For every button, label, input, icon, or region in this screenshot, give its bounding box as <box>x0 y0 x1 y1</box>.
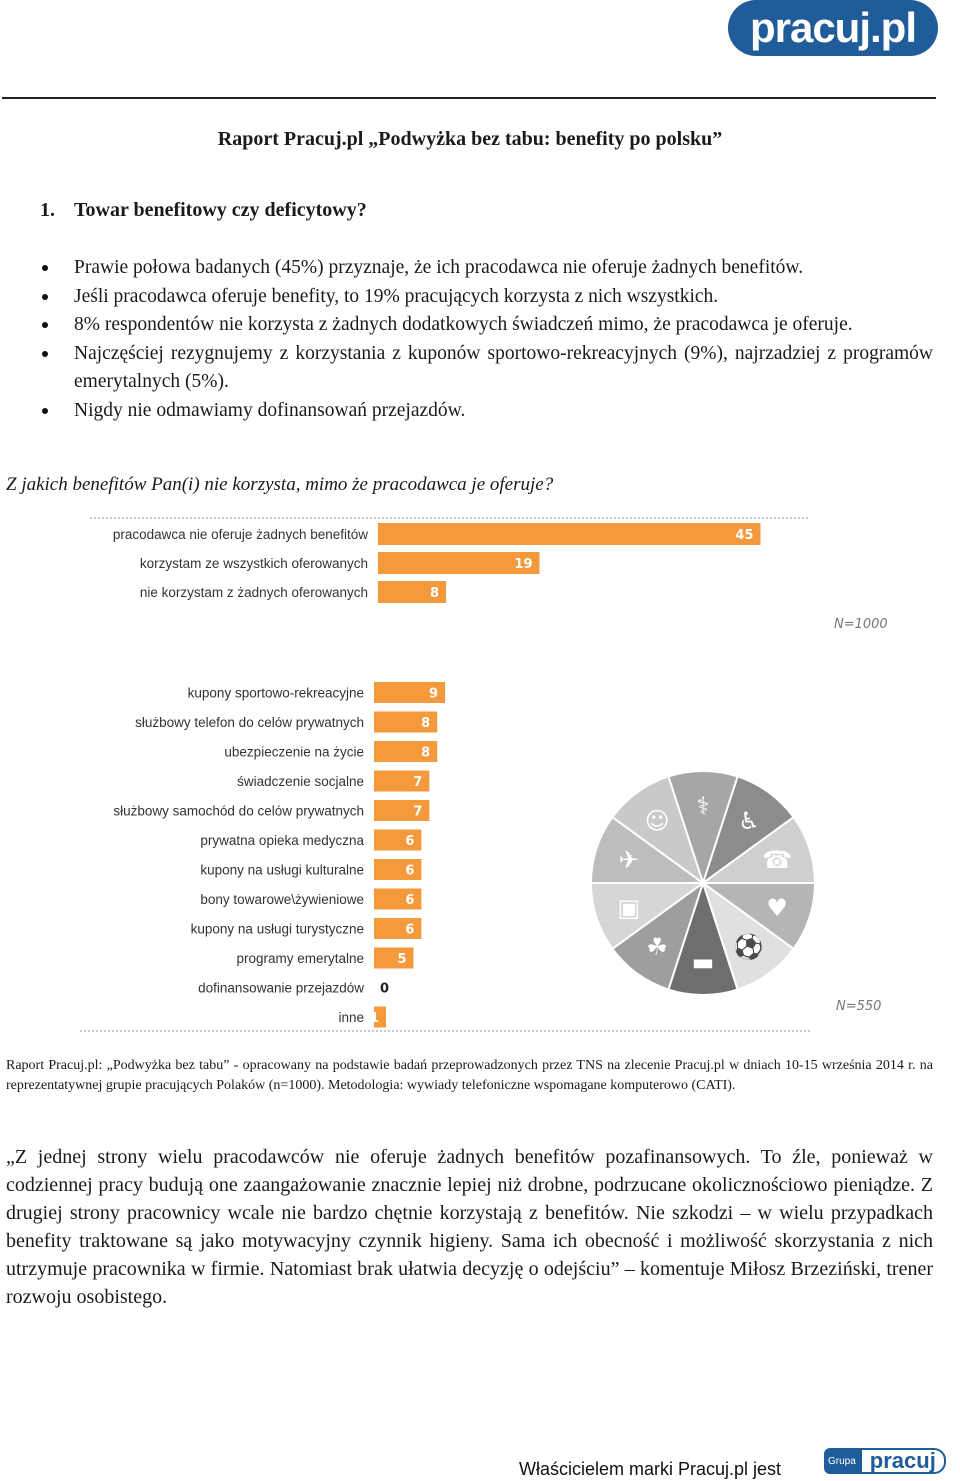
footer-owner-text: Właścicielem marki Pracuj.pl jest <box>519 1459 782 1479</box>
bar-value-label: 7 <box>413 804 423 820</box>
plane-icon: ✈ <box>618 845 639 874</box>
stethoscope-icon: ⚕ <box>696 792 710 820</box>
chart-unused-benefits <box>80 676 470 1036</box>
phone-icon: ☎ <box>762 845 793 874</box>
grupa-pracuj-logo <box>824 1446 954 1476</box>
bar-value-label: 8 <box>429 586 439 601</box>
elderly-icon: ☺ <box>644 806 670 835</box>
bar-value-label: 6 <box>405 922 415 938</box>
bar-category-label: służbowy telefon do celów prywatnych <box>135 715 364 730</box>
bar-value-label: 9 <box>429 686 439 702</box>
bar-category-label: prywatna opieka medyczna <box>200 833 364 848</box>
bar-category-label: inne <box>338 1010 364 1025</box>
finding-item: Nigdy nie odmawiamy dofinansowań przejazdów. <box>40 397 933 426</box>
finding-item: Jeśli pracodawca oferuje benefity, to 19% pracujących korzysta z nich wszystkich. <box>40 283 933 312</box>
header-divider <box>2 97 936 99</box>
bar-category-label: ubezpieczenie na życie <box>224 744 364 760</box>
finding-item: Prawie połowa badanych (45%) przyznaje, że ich pracodawca nie oferuje żadnych benefitów. <box>40 254 933 283</box>
apple-hand-icon: ☘ <box>646 933 668 962</box>
bar-category-label: kupony na usługi turystyczne <box>190 921 364 937</box>
bar-category-label: kupony na usługi kulturalne <box>200 862 364 878</box>
section-heading <box>40 199 367 222</box>
survey-question: Z jakich benefitów Pan(i) nie korzysta, mimo że pracodawca je oferuje? <box>6 474 554 495</box>
bar-value-label: 0 <box>380 981 390 997</box>
chart2-sample-size: N=550 <box>836 999 882 1014</box>
bar-category-label: nie korzystam z żadnych oferowanych <box>139 585 368 600</box>
logo-text: pracuj.pl <box>749 4 917 51</box>
bar-value-label: 19 <box>514 557 533 572</box>
bar-value-label: 8 <box>421 745 431 761</box>
logo-pracuj: pracuj <box>860 1448 946 1474</box>
bar-category-label: pracodawca nie oferuje żadnych benefitów <box>112 527 368 542</box>
logo-grupa: Grupa <box>824 1448 860 1474</box>
bar-value-label: 6 <box>405 863 415 879</box>
chart1-sample-size: N=1000 <box>834 617 888 632</box>
family-hands-icon: ♥ <box>766 894 788 923</box>
bar-category-label: kupony sportowo-rekreacyjne <box>187 685 364 701</box>
bar-value-label: 45 <box>735 528 754 543</box>
theater-icon: ▣ <box>617 894 641 923</box>
wheelchair-icon: ♿ <box>738 806 760 835</box>
car-icon: ▬ <box>691 948 715 976</box>
bar-value-label: 1 <box>369 1011 379 1026</box>
bar-value-label: 6 <box>405 893 415 908</box>
bar-category-label: bony towarowe\żywieniowe <box>200 892 364 907</box>
bar-category-label: świadczenie socjalne <box>237 774 364 789</box>
bar-value-label: 5 <box>397 952 407 967</box>
finding-item: 8% respondentów nie korzysta z żadnych dodatkowych świadczeń mimo, że pracodawca je oferuje. <box>40 311 933 340</box>
expert-quote: „Z jednej strony wielu pracodawców nie oferuje żadnych benefitów pozafinansowych. To źle, ponieważ w codziennej pracy budują one zaangażowanie znacznie lepiej niż drobne, podrzucane okolicznościowo pieniądze. Z drugiej strony pracownicy wcale nie bardzo chętnie korzystają z benefitów. Nie szkodzi – w wielu przypadkach benefity traktowane są jako motywacyjny czynnik higieny. Sama ich obecność i możliwość skorzystania z nich utrzymuje pracownika w firmie. Natomiast brak ułatwia decyzję o odejściu” – komentuje Miłosz Brzeziński, trener rozwoju osobistego. <box>6 1146 933 1308</box>
key-findings-list <box>40 254 933 425</box>
section-title: Towar benefitowy czy deficytowy? <box>74 199 367 221</box>
bar-category-label: służbowy samochód do celów prywatnych <box>113 803 364 819</box>
source-note: Raport Pracuj.pl: „Podwyżka bez tabu” - opracowany na podstawie badań przeprowadzonych przez TNS na zlecenie Pracuj.pl w dniach 10-15 września 2014 r. na reprezentatywnej grupie pracujących Polaków (n=1000). Metodologia: wywiady telefoniczne wspomagane komputerowo (CATI). <box>6 1058 933 1093</box>
bar-category-label: dofinansowanie przejazdów <box>198 980 364 996</box>
pracuj-logo <box>728 0 938 56</box>
section-number: 1. <box>40 199 55 221</box>
bar <box>374 948 414 969</box>
bar <box>378 523 761 545</box>
benefits-icon-wheel <box>588 768 818 998</box>
sport-icon: ⚽ <box>733 933 764 962</box>
bar-category-label: korzystam ze wszystkich oferowanych <box>139 556 368 571</box>
bar-value-label: 8 <box>421 716 431 731</box>
report-title: Raport Pracuj.pl „Podwyżka bez tabu: benefity po polsku” <box>217 128 723 150</box>
finding-item: Najczęściej rezygnujemy z korzystania z kuponów sportowo-rekreacyjnych (9%), najrzadziej z programów emerytalnych (5%). <box>40 340 933 397</box>
bar-value-label: 6 <box>405 834 415 849</box>
bar-category-label: programy emerytalne <box>236 951 364 966</box>
bar-value-label: 7 <box>413 775 423 790</box>
chart-benefits-overview <box>86 516 896 636</box>
